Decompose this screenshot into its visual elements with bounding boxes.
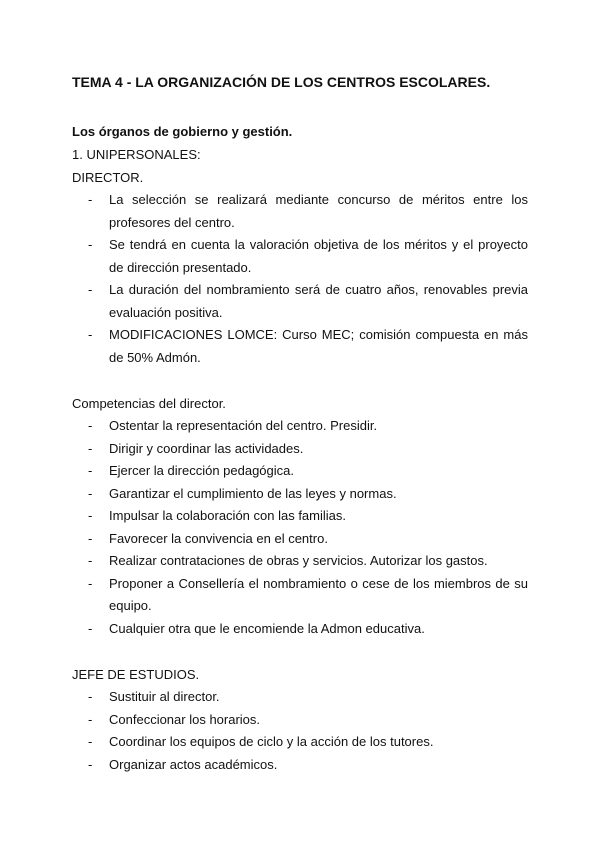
director-section: [72, 120, 528, 369]
competencias-heading: Competencias del director.: [72, 396, 226, 411]
jefe-estudios-list: [72, 686, 528, 776]
section-heading: Los órganos de gobierno y gestión.: [72, 124, 293, 139]
list-item: - Impulsar la colaboración con las familias.: [72, 505, 528, 528]
list-item: - Dirigir y coordinar las actividades.: [72, 438, 528, 461]
list-item: - Ostentar la representación del centro. Presidir.: [72, 415, 528, 438]
list-item: - Coordinar los equipos de ciclo y la acción de los tutores.: [72, 731, 528, 754]
list-item: - Realizar contrataciones de obras y servicios. Autorizar los gastos.: [72, 550, 528, 573]
list-item: - MODIFICACIONES LOMCE: Curso MEC; comisión compuesta en más de 50% Admón.: [72, 324, 528, 369]
jefe-estudios-heading: JEFE DE ESTUDIOS.: [72, 667, 200, 682]
director-heading: DIRECTOR.: [72, 170, 144, 185]
list-item: - Garantizar el cumplimiento de las leyes y normas.: [72, 483, 528, 506]
list-item: - Cualquier otra que le encomiende la Admon educativa.: [72, 618, 528, 641]
list-item: - Sustituir al director.: [72, 686, 528, 709]
competencias-list: [72, 415, 528, 640]
list-item: - La selección se realizará mediante concurso de méritos entre los profesores del centro.: [72, 189, 528, 234]
list-item: - Proponer a Consellería el nombramiento o cese de los miembros de su equipo.: [72, 573, 528, 618]
document-title: TEMA 4 - LA ORGANIZACIÓN DE LOS CENTROS ESCOLARES.: [72, 74, 491, 90]
list-item: - Ejercer la dirección pedagógica.: [72, 460, 528, 483]
competencias-section: [72, 392, 528, 640]
director-list: [72, 189, 528, 369]
unipersonales-label: 1. UNIPERSONALES:: [72, 147, 201, 162]
list-item: - Se tendrá en cuenta la valoración objetiva de los méritos y el proyecto de dirección presentado.: [72, 234, 528, 279]
jefe-estudios-section: [72, 663, 528, 776]
list-item: - Confeccionar los horarios.: [72, 709, 528, 732]
list-item: - Organizar actos académicos.: [72, 754, 528, 777]
list-item: - Favorecer la convivencia en el centro.: [72, 528, 528, 551]
list-item: - La duración del nombramiento será de cuatro años, renovables previa evaluación positiva.: [72, 279, 528, 324]
